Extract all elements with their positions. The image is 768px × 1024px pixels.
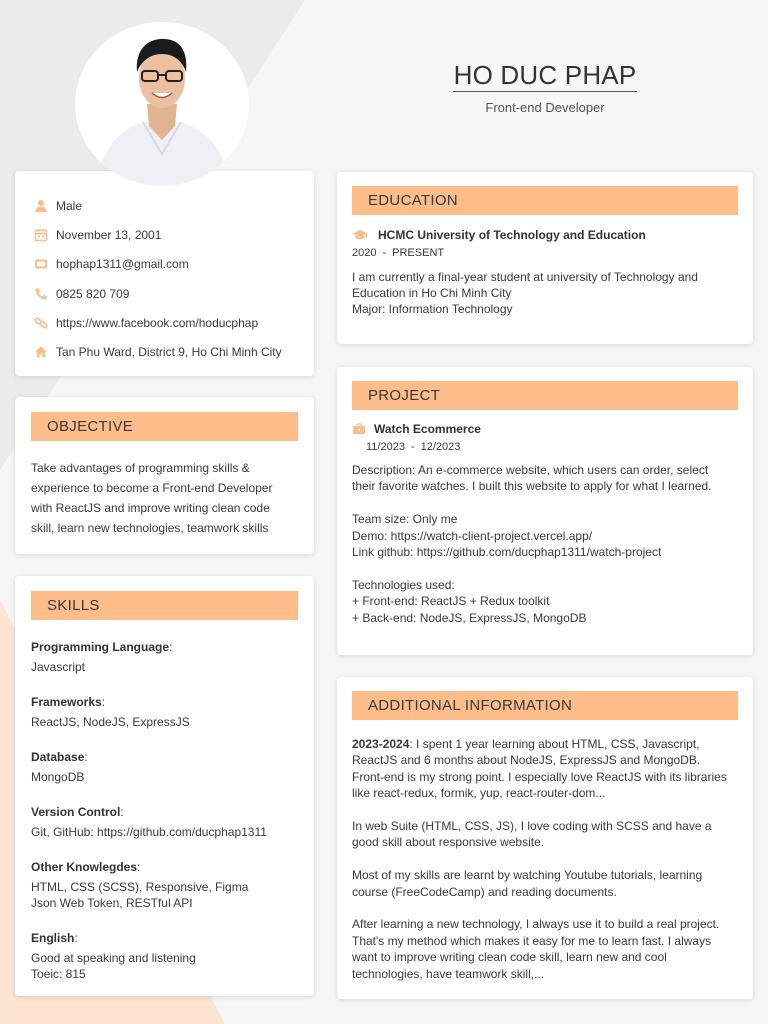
contact-text[interactable]: hophap1311@gmail.com [56, 257, 189, 272]
additional-line [352, 736, 738, 752]
additional-line: Front-end is my strong point. I especially love ReactJS with its libraries [352, 769, 727, 784]
calendar-icon [34, 228, 48, 242]
skill-group: Database: MongoDB [31, 749, 298, 785]
project-name-row [352, 422, 738, 436]
spacer [352, 495, 738, 511]
link-icon [34, 316, 48, 330]
skill-value: Json Web Token, RESTful API [31, 896, 193, 910]
project-name: Watch Ecommerce [374, 422, 481, 436]
additional-line: In web Suite (HTML, CSS, JS), I love coding with SCSS and have a [352, 819, 712, 834]
section-title: OBJECTIVE [31, 412, 298, 441]
contact-address [34, 337, 314, 366]
contact-text: November 13, 2001 [56, 227, 162, 242]
skill-name: Database [31, 750, 85, 764]
skill-value: Good at speaking and listening [31, 951, 196, 965]
skill-name: Other Knowlegdes [31, 860, 138, 874]
education-school [352, 228, 738, 242]
skill-name: English [31, 931, 75, 945]
briefcase-icon [352, 422, 366, 436]
skill-value: ReactJS, NodeJS, ExpressJS [31, 715, 190, 729]
contact-text: Tan Phu Ward, District 9, Ho Chi Minh City [56, 345, 282, 360]
project-card [337, 367, 753, 655]
spacer [352, 851, 738, 867]
objective-text: Take advantages of programming skills & experience to become a Front-end Developer with ReactJS and improve writing clean code skill, learn new technologies, teamwork skills [31, 461, 273, 535]
additional-line: like react-redux, formik, yup, react-router-dom... [352, 786, 606, 801]
contact-card [15, 171, 314, 376]
skill-group: Other Knowlegdes: HTML, CSS (SCSS), Responsive, Figma Json Web Token, RESTful API [31, 859, 298, 911]
education-line: Major: Information Technology [352, 302, 513, 316]
education-card [337, 172, 753, 344]
user-icon [34, 199, 48, 213]
education-line: Education in Ho Chi Minh City [352, 286, 512, 300]
skill-value[interactable]: Git, GitHub: https://github.com/ducphap1311 [31, 825, 267, 839]
home-icon [34, 345, 48, 359]
contact-gender [34, 191, 314, 220]
contact-email[interactable] [34, 250, 314, 279]
contact-text[interactable]: https://www.facebook.com/hoducphap [56, 315, 259, 330]
phone-icon [34, 287, 48, 301]
project-github-link[interactable]: Link github: https://github.com/ducphap1311/watch-project [352, 545, 662, 560]
skills-card [15, 576, 314, 996]
skill-value: HTML, CSS (SCSS), Responsive, Figma [31, 880, 249, 894]
avatar [75, 22, 249, 186]
spacer [352, 560, 738, 576]
contact-text: Male [56, 198, 83, 213]
project-description [352, 462, 738, 626]
skill-group: Frameworks: ReactJS, NodeJS, ExpressJS [31, 694, 298, 730]
project-demo-link[interactable]: Demo: https://watch-client-project.vercel.app/ [352, 528, 593, 543]
additional-line: technologies, have teamwork skill,... [352, 966, 545, 981]
section-title: EDUCATION [352, 186, 738, 215]
section-title: SKILLS [31, 591, 298, 620]
project-line: their favorite watches. I built this website to apply for what I learned. [352, 479, 712, 494]
header [330, 60, 760, 115]
objective-card [15, 397, 314, 554]
education-end: PRESENT [392, 247, 445, 259]
contact-birthday [34, 220, 314, 249]
education-start: 2020 [352, 247, 377, 259]
additional-line: After learning a new technology, I always use it to build a real project. [352, 917, 720, 932]
skill-group: Programming Language: Javascript [31, 639, 298, 675]
skill-value: Javascript [31, 660, 86, 674]
project-dates: 11/2023 - 12/2023 [366, 441, 461, 453]
project-start: 11/2023 [366, 441, 405, 453]
project-line: Description: An e-commerce website, which users can order, select [352, 463, 709, 477]
contact-phone[interactable] [34, 279, 314, 308]
additional-info-card [337, 677, 753, 999]
skill-value: Toeic: 815 [31, 967, 86, 981]
additional-line: course (FreeCodeCamp) and reading documents. [352, 884, 617, 899]
project-end: 12/2023 [420, 441, 461, 453]
additional-line: ReactJS and 6 months about NodeJS, ExpressJS and MongoDB. [352, 753, 701, 768]
additional-text [352, 736, 738, 982]
additional-lead: 2023-2024 [352, 737, 410, 751]
education-dates: 2020 - PRESENT [352, 247, 445, 259]
contact-facebook[interactable] [34, 308, 314, 337]
additional-line: That's my method which makes it easy for me to learn fast. I always [352, 933, 712, 948]
profile-photo [75, 22, 249, 186]
education-line: I am currently a final-year student at university of Technology and [352, 270, 698, 284]
additional-line: want to improve writing clean code skill, learn new and cool [352, 950, 667, 965]
spacer [352, 900, 738, 916]
job-title: Front-end Developer [485, 100, 605, 115]
additional-first-line: : I spent 1 year learning about HTML, CSS, Javascript, [409, 737, 700, 751]
education-description [352, 269, 738, 317]
school-name: HCMC University of Technology and Education [378, 228, 646, 242]
skill-group: English: Good at speaking and listening Toeic: 815 [31, 930, 298, 982]
full-name: HO DUC PHAP [453, 60, 637, 90]
project-line: Technologies used: [352, 577, 455, 592]
project-line: + Back-end: NodeJS, ExpressJS, MongoDB [352, 610, 587, 625]
skill-group: Version Control: Git, GitHub: https://github.com/ducphap1311 [31, 804, 298, 840]
project-line: Team size: Only me [352, 512, 458, 527]
additional-line: good skill about responsive website. [352, 835, 545, 850]
skill-value: MongoDB [31, 770, 85, 784]
graduation-cap-icon [352, 228, 368, 242]
project-line: + Front-end: ReactJS + Redux toolkit [352, 594, 550, 609]
additional-line: Most of my skills are learnt by watching Youtube tutorials, learning [352, 868, 703, 883]
email-icon [34, 257, 48, 271]
skill-name: Frameworks [31, 695, 102, 709]
contact-text[interactable]: 0825 820 709 [56, 286, 130, 301]
section-title: ADDITIONAL INFORMATION [352, 691, 738, 720]
skill-name: Programming Language [31, 640, 170, 654]
section-title: PROJECT [352, 381, 738, 410]
spacer [352, 802, 738, 818]
skill-name: Version Control [31, 805, 121, 819]
